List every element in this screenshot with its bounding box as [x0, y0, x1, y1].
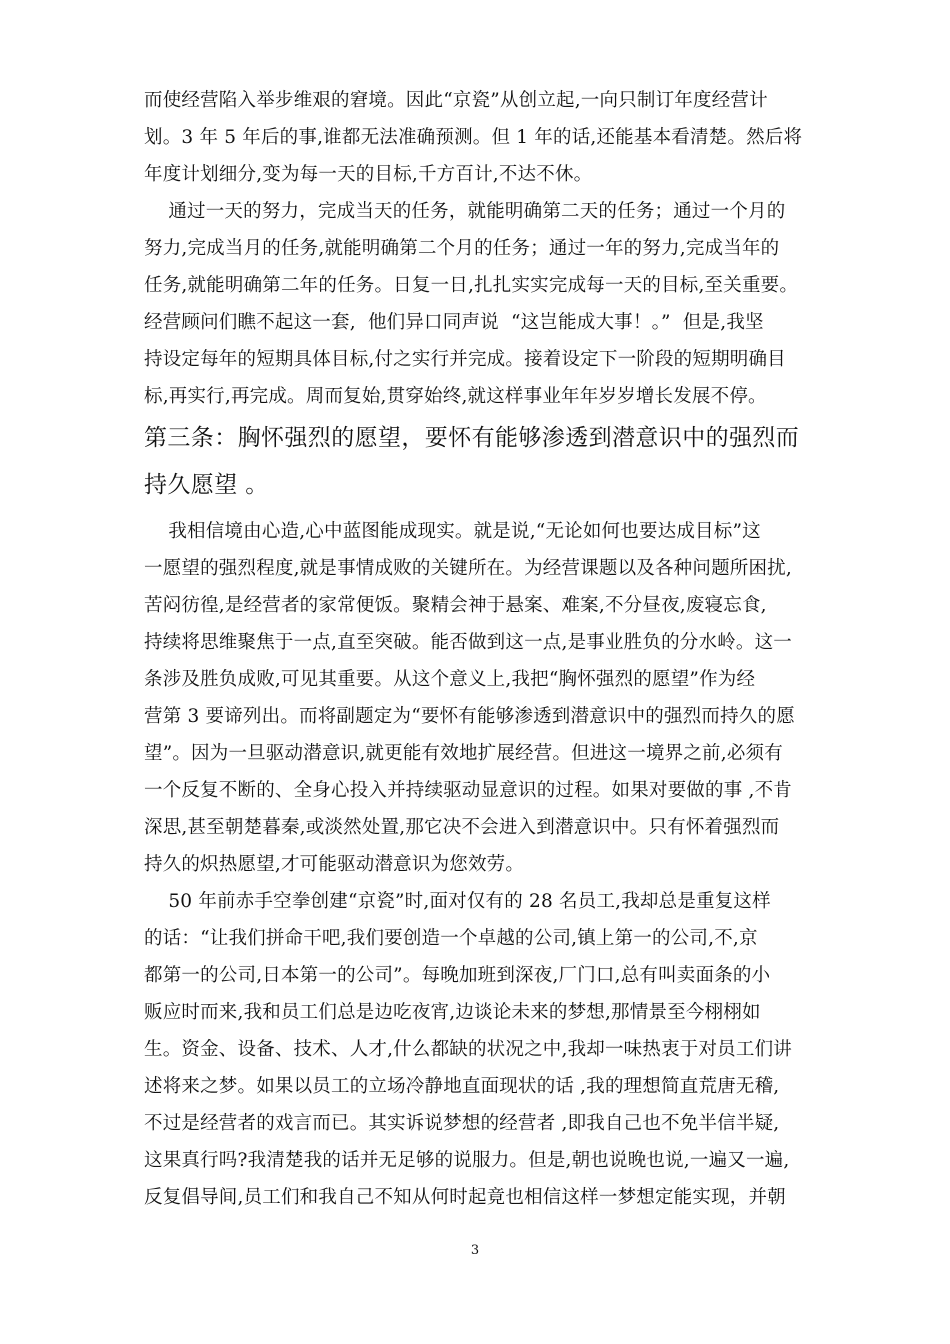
text-line: 都第一的公司,日本第一的公司”。每晚加班到深夜,厂门口,总有叫卖面条的小 — [144, 965, 771, 986]
text-line: 我相信境由心造,心中蓝图能成现实。就是说,“无论如何也要达成目标”这 — [144, 521, 761, 542]
text-line: 50 年前赤手空拳创建“京瓷”时,面对仅有的 28 名员工,我却总是重复这样 — [144, 891, 771, 912]
heading-line: 第三条：胸怀强烈的愿望，要怀有能够渗透到潜意识中的强烈而 — [144, 425, 800, 451]
text-line: 的话：“让我们拼命干吧,我们要创造一个卓越的公司,镇上第一的公司,不,京 — [144, 928, 758, 949]
text-line: 不过是经营者的戏言而已。其实诉说梦想的经营者 ,即我自己也不免半信半疑, — [144, 1113, 780, 1134]
page-number: 3 — [470, 1243, 480, 1258]
text-line: 而使经营陷入举步维艰的窘境。因此“京瓷”从创立起,一向只制订年度经营计 — [144, 90, 768, 111]
section-heading — [144, 415, 808, 509]
text-line: 持设定每年的短期具体目标,付之实行并完成。接着设定下一阶段的短期明确目 — [144, 349, 786, 370]
heading-line: 持久愿望 。 — [144, 472, 269, 498]
paragraph-daily-goals — [144, 193, 808, 415]
document-body — [144, 82, 808, 1216]
text-line: 通过一天的努力，完成当天的任务，就能明确第二天的任务；通过一个月的 — [144, 201, 786, 222]
paragraph-continued — [144, 82, 808, 193]
text-line: 述将来之梦。如果以员工的立场冷静地直面现状的话 ,我的理想简直荒唐无稽, — [144, 1076, 780, 1097]
text-line: 年度计划细分,变为每一天的目标,千方百计,不达不休。 — [144, 164, 593, 185]
text-line: 标,再实行,再完成。周而复始,贯穿始终,就这样事业年年岁岁增长发展不停。 — [144, 386, 767, 407]
paragraph-kyocera-founding — [144, 883, 808, 1216]
text-line: 这果真行吗?我清楚我的话并无足够的说服力。但是,朝也说晚也说,一遍又一遍, — [144, 1150, 790, 1171]
text-line: 反复倡导间,员工们和我自己不知从何时起竟也相信这样一梦想定能实现，并朝 — [144, 1187, 786, 1208]
text-line: 条涉及胜负成败,可见其重要。从这个意义上,我把“胸怀强烈的愿望”作为经 — [144, 669, 756, 690]
text-line: 努力,完成当月的任务,就能明确第二个月的任务；通过一年的努力,完成当年的 — [144, 238, 780, 259]
text-line: 生。资金、设备、技术、人才,什么都缺的状况之中,我却一味热衷于对员工们讲 — [144, 1039, 792, 1060]
text-line: 一愿望的强烈程度,就是事情成败的关键所在。为经营课题以及各种问题所困扰, — [144, 558, 792, 579]
text-line: 一个反复不断的、全身心投入并持续驱动显意识的过程。如果对要做的事 ,不肯 — [144, 780, 792, 801]
text-line: 望”。因为一旦驱动潜意识,就更能有效地扩展经营。但进这一境界之前,必须有 — [144, 743, 783, 764]
text-line: 经营顾问们瞧不起这一套, 他们异口同声说 “这岂能成大事！。” 但是,我坚 — [144, 312, 764, 333]
text-line: 划。3 年 5 年后的事,谁都无法准确预测。但 1 年的话,还能基本看清楚。然后将 — [144, 127, 803, 148]
text-line: 贩应时而来,我和员工们总是边吃夜宵,边谈论未来的梦想,那情景至今栩栩如 — [144, 1002, 761, 1023]
text-line: 持续将思维聚焦于一点,直至突破。能否做到这一点,是事业胜负的分水岭。这一 — [144, 632, 792, 653]
paragraph-strong-desire — [144, 513, 808, 883]
text-line: 任务,就能明确第二年的任务。日复一日,扎扎实实完成每一天的目标,至关重要。 — [144, 275, 799, 296]
text-line: 持久的炽热愿望,才可能驱动潜意识为您效劳。 — [144, 854, 525, 875]
text-line: 深思,甚至朝楚暮秦,或淡然处置,那它决不会进入到潜意识中。只有怀着强烈而 — [144, 817, 780, 838]
text-line: 营第 3 要谛列出。而将副题定为“要怀有能够渗透到潜意识中的强烈而持久的愿 — [144, 706, 795, 727]
text-line: 苦闷彷徨,是经营者的家常便饭。聚精会神于悬案、难案,不分昼夜,废寝忘食, — [144, 595, 767, 616]
